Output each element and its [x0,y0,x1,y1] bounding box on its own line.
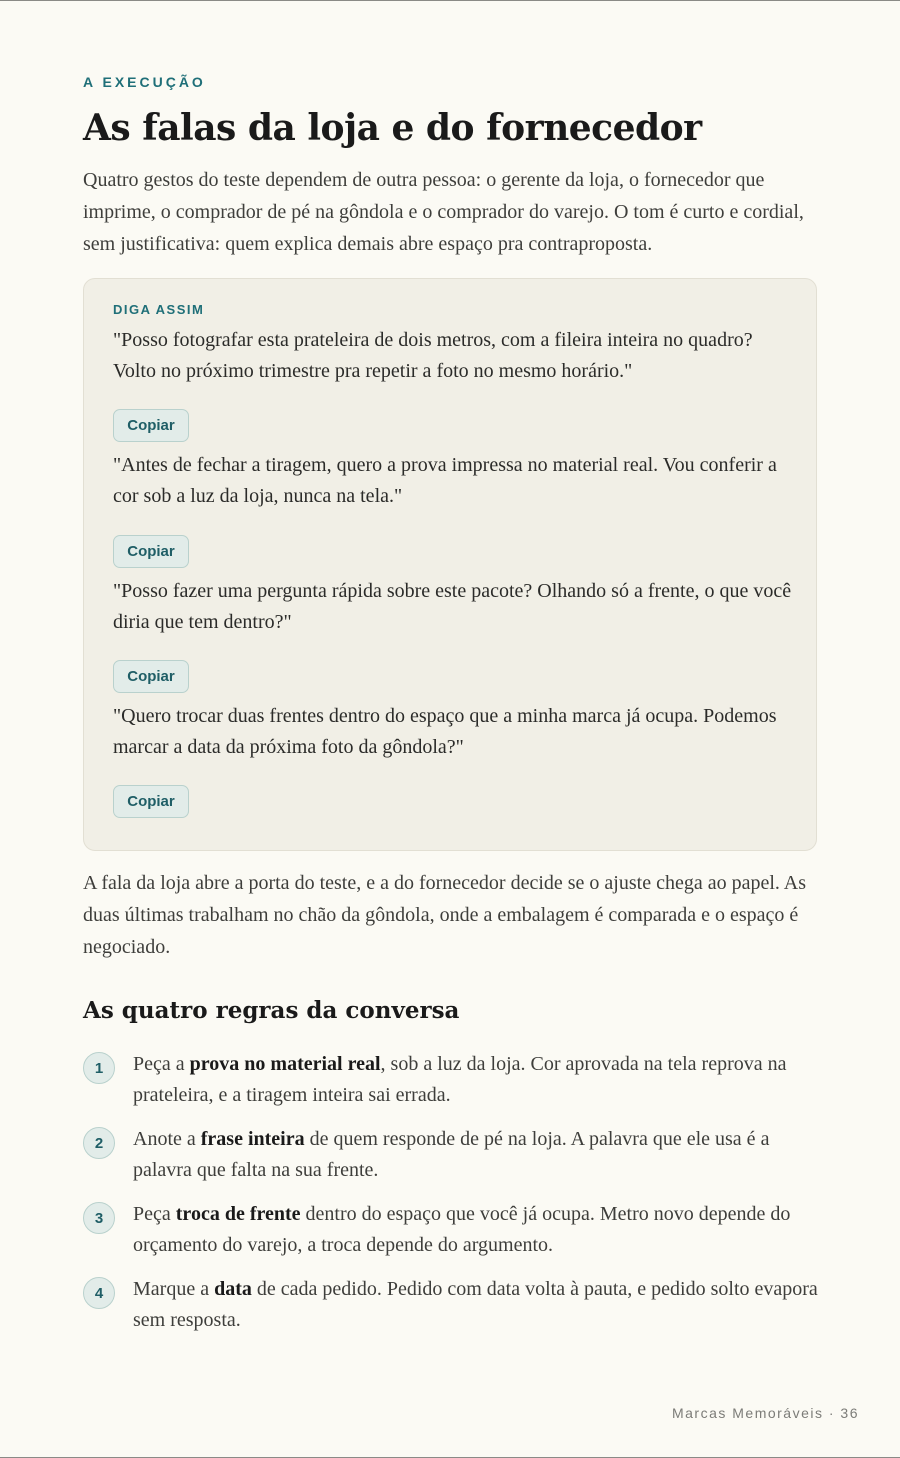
rule-emphasis: data [214,1278,252,1300]
rule-number-badge: 1 [83,1052,115,1084]
rule-emphasis: frase inteira [200,1128,305,1150]
intro-paragraph: Quatro gestos do teste dependem de outra pessoa: o gerente da loja, o fornecedor que imprime, o comprador de pé na gôndola e o comprador do varejo. O tom é curto e cordial, sem justificativa: quem explica demais abre espaço pra contraproposta. [83,169,804,255]
page-footer: Marcas Memoráveis · 36 [671,1405,859,1421]
section-eyebrow: A EXECUÇÃO [83,74,206,90]
copy-button-4[interactable]: Copiar [113,785,189,818]
rule-emphasis: troca de frente [175,1203,301,1225]
copy-button-2[interactable]: Copiar [113,535,189,568]
after-paragraph: A fala da loja abre a porta do teste, e a do fornecedor decide se o ajuste chega ao papel. As duas últimas trabalham no chão da gôndola, onde a embalagem é comparada e o espaço é negociado. [83,872,807,958]
quote-2: "Antes de fechar a tiragem, quero a prova impressa no material real. Vou conferir a cor sob a luz da loja, nunca na tela." [113,454,777,507]
rule-text: Marque a data de cada pedido. Pedido com data volta à pauta, e pedido solto evapora sem resposta. [133,1278,818,1331]
rule-emphasis: prova no material real [189,1053,381,1075]
copy-button-3[interactable]: Copiar [113,660,189,693]
rule-number-badge: 2 [83,1127,115,1159]
quote-4: "Quero trocar duas frentes dentro do espaço que a minha marca já ocupa. Podemos marcar a data da próxima foto da gôndola?" [113,705,777,758]
quote-3: "Posso fazer uma pergunta rápida sobre este pacote? Olhando só a frente, o que você diria que tem dentro?" [113,580,792,633]
rules-heading: As quatro regras da conversa [83,997,460,1024]
rule-number-badge: 4 [83,1277,115,1309]
copy-button-1[interactable]: Copiar [113,409,189,442]
rule-text: Peça a prova no material real, sob a luz da loja. Cor aprovada na tela reprova na prateleira, e a tiragem inteira sai errada. [133,1053,787,1106]
rule-number-badge: 3 [83,1202,115,1234]
card-label: DIGA ASSIM [113,302,205,317]
rule-text: Anote a frase inteira de quem responde de pé na loja. A palavra que ele usa é a palavra que falta na sua frente. [133,1128,770,1181]
quote-1: "Posso fotografar esta prateleira de dois metros, com a fileira inteira no quadro? Volto no próximo trimestre pra repetir a foto no mesmo horário." [113,329,753,382]
page-title: As falas da loja e do fornecedor [83,107,702,149]
script-card [83,278,817,851]
rule-text: Peça troca de frente dentro do espaço que você já ocupa. Metro novo depende do orçamento do varejo, a troca depende do argumento. [133,1203,791,1256]
